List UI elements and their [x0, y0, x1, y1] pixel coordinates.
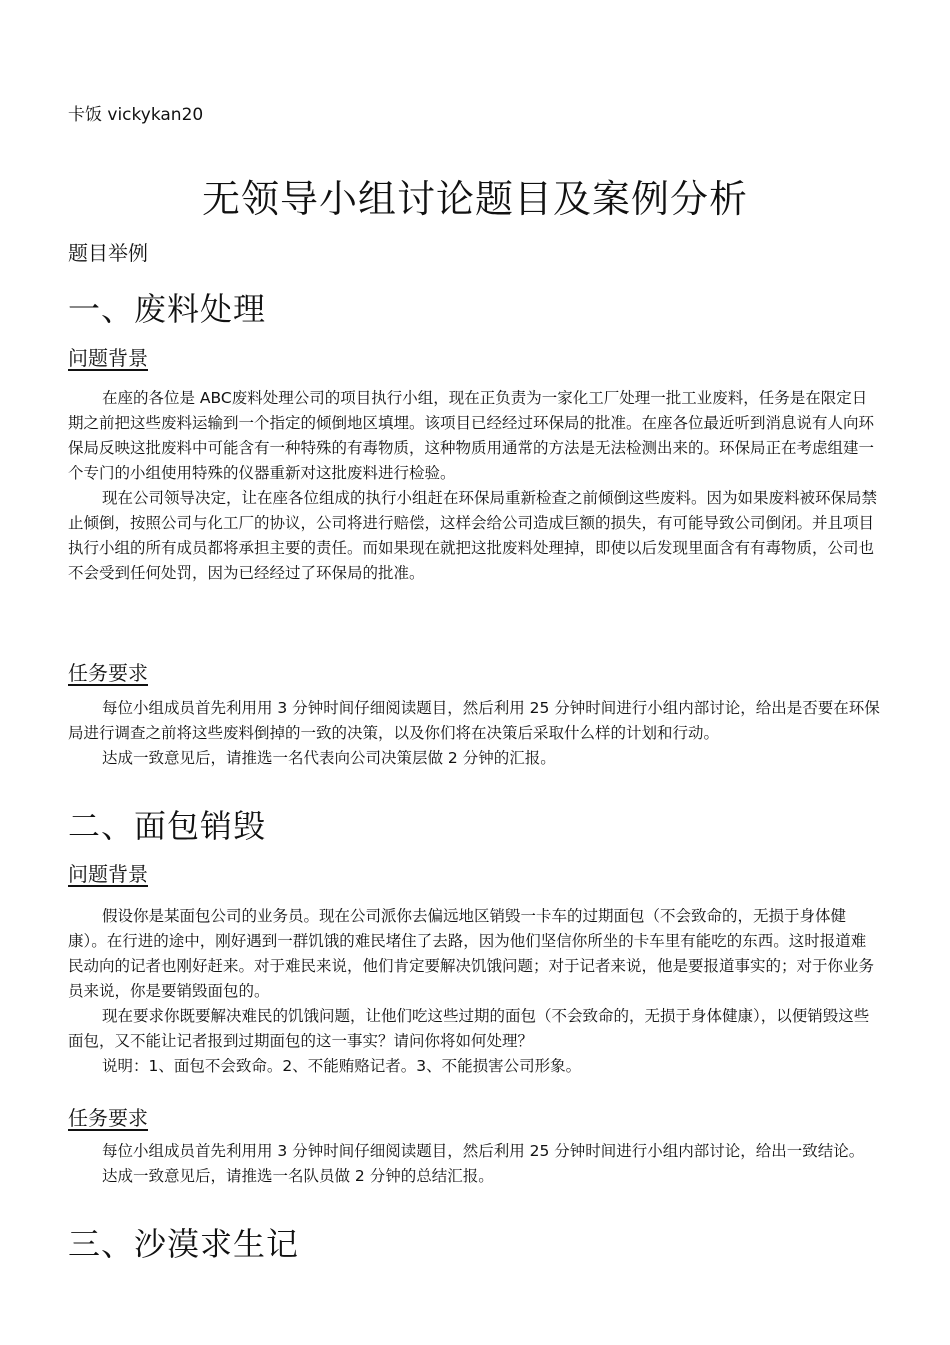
section-1-background-label: 问题背景	[68, 346, 148, 370]
paragraph: 说明：1、面包不会致命。2、不能贿赂记者。3、不能损害公司形象。	[102, 1057, 582, 1075]
paragraph: 假设你是某面包公司的业务员。现在公司派你去偏远地区销毁一卡车的过期面包（不会致命的，无损于身体健康）。在行进的途中，刚好遇到一群饥饿的难民堵住了去路，因为他们坚信你所坐的卡车里有能吃的东西。这时报道难民动向的记者也刚好赶来。对于难民来说，他们肯定要解决饥饿问题；对于记者来说，他是要报道事实的；对于你业务员来说，你是要销毁面包的。	[68, 907, 875, 1000]
section-1-task-text	[68, 696, 880, 771]
section-1-background-text	[68, 386, 880, 586]
paragraph: 在座的各位是 ABC废料处理公司的项目执行小组，现在正负责为一家化工厂处理一批工业废料，任务是在限定日期之前把这些废料运输到一个指定的倾倒地区填埋。该项目已经经过环保局的批准。在座各位最近听到消息说有人向环保局反映这批废料中可能含有一种特殊的有毒物质，这种物质用通常的方法是无法检测出来的。环保局正在考虑组建一个专门的小组使用特殊的仪器重新对这批废料进行检验。	[68, 389, 875, 482]
section-2-task-label: 任务要求	[68, 1106, 148, 1130]
document-title: 无领导小组讨论题目及案例分析	[201, 177, 748, 221]
section-2-background-text	[68, 904, 880, 1079]
paragraph: 达成一致意见后，请推选一名代表向公司决策层做 2 分钟的汇报。	[102, 749, 556, 767]
paragraph: 现在公司领导决定，让在座各位组成的执行小组赶在环保局重新检查之前倾倒这些废料。因为如果废料被环保局禁止倾倒，按照公司与化工厂的协议，公司将进行赔偿，这样会给公司造成巨额的损失，有可能导致公司倒闭。并且项目执行小组的所有成员都将承担主要的责任。而如果现在就把这批废料处理掉，即使以后发现里面含有有毒物质，公司也不会受到任何处罚，因为已经经过了环保局的批准。	[68, 489, 878, 582]
paragraph: 每位小组成员首先利用用 3 分钟时间仔细阅读题目，然后利用 25 分钟时间进行小组内部讨论，给出一致结论。	[102, 1142, 865, 1160]
paragraph: 达成一致意见后，请推选一名队员做 2 分钟的总结汇报。	[102, 1167, 494, 1185]
paragraph: 每位小组成员首先利用用 3 分钟时间仔细阅读题目，然后利用 25 分钟时间进行小组内部讨论，给出是否要在环保局进行调查之前将这些废料倒掉的一致的决策，以及你们将在决策后采取什么样的计划和行动。	[68, 699, 880, 742]
section-2-heading: 二、面包销毁	[68, 807, 267, 845]
paragraph: 现在要求你既要解决难民的饥饿问题，让他们吃这些过期的面包（不会致命的，无损于身体健康），以便销毁这些面包，又不能让记者报到过期面包的这一事实？请问你将如何处理？	[68, 1007, 870, 1050]
section-2-task-text	[68, 1139, 880, 1189]
section-1-task-label: 任务要求	[68, 661, 148, 685]
document-subtitle: 题目举例	[68, 241, 148, 265]
section-1-heading: 一、废料处理	[68, 290, 267, 328]
section-3-heading: 三、沙漠求生记	[68, 1225, 300, 1263]
section-2-background-label: 问题背景	[68, 862, 148, 886]
author-line: 卡饭 vickykan20	[68, 105, 204, 125]
